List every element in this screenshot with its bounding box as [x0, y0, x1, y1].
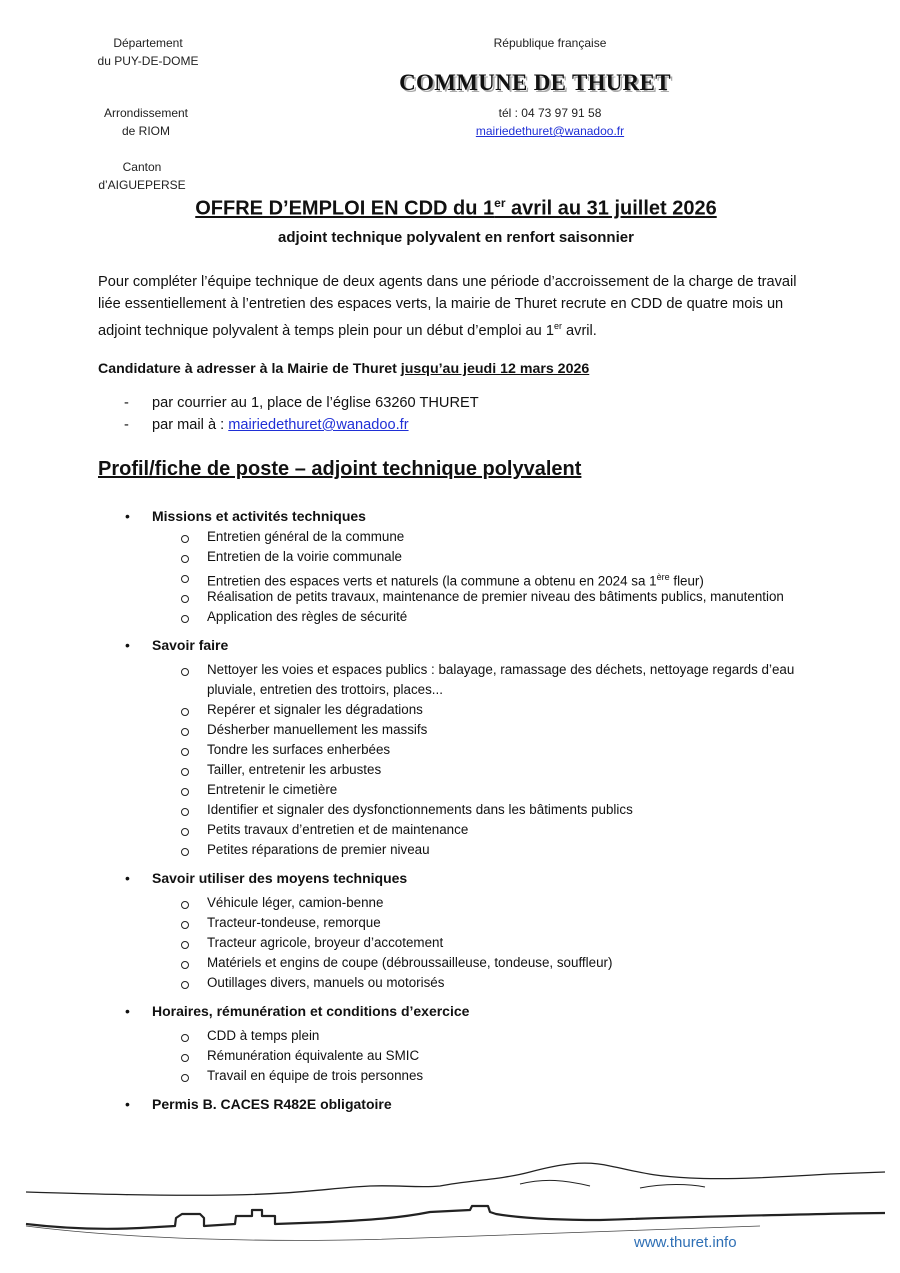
list-item: Application des règles de sécurité: [207, 609, 408, 624]
contact-mail-line: [152, 417, 409, 433]
profile-title: Profil/fiche de poste – adjoint technique polyvalent: [98, 458, 582, 480]
circle-bullet-icon: [181, 1054, 189, 1062]
list-item: Identifier et signaler des dysfonctionnements dans les bâtiments publics: [207, 802, 633, 817]
list-item: Entretenir le cimetière: [207, 782, 338, 797]
offer-title-pre: OFFRE D’EMPLOI EN CDD du 1: [195, 197, 495, 220]
circle-bullet-icon: [181, 848, 189, 856]
list-item: Désherber manuellement les massifs: [207, 722, 428, 737]
circle-bullet-icon: [181, 921, 189, 929]
department-name: du PUY-DE-DOME: [97, 54, 199, 68]
list-item: Nettoyer les voies et espaces publics : balayage, ramassage des déchets, nettoyage regards d’eau: [207, 662, 795, 677]
arrondissement-block: [88, 104, 204, 140]
circle-bullet-icon: [181, 555, 189, 563]
department-block: [88, 34, 208, 70]
offer-title-sup: er: [494, 196, 506, 210]
circle-bullet-icon: [181, 828, 189, 836]
canton-label: Canton: [122, 160, 162, 174]
circle-bullet-icon: [181, 728, 189, 736]
list-item: CDD à temps plein: [207, 1028, 320, 1043]
contact-mail-label: par mail à :: [152, 417, 229, 433]
circle-bullet-icon: [181, 961, 189, 969]
republic-label: République française: [493, 36, 607, 50]
phone-number: tél : 04 73 97 91 58: [498, 106, 602, 120]
circle-bullet-icon: [181, 901, 189, 909]
offer-title: [0, 196, 900, 221]
offer-title-post: avril au 31 juillet 2026: [505, 197, 717, 220]
circle-bullet-icon: [181, 535, 189, 543]
village-landscape-illustration: [0, 1150, 900, 1250]
list-item: Outillages divers, manuels ou motorisés: [207, 975, 445, 990]
circle-bullet-icon: [181, 615, 189, 623]
list-item: Tracteur-tondeuse, remorque: [207, 915, 381, 930]
circle-bullet-icon: [181, 788, 189, 796]
candidature-deadline: jusqu’au jeudi 12 mars 2026: [400, 361, 590, 377]
circle-bullet-icon: [181, 808, 189, 816]
intro-sup: er: [553, 321, 562, 331]
list-item: Travail en équipe de trois personnes: [207, 1068, 424, 1083]
contact-dash-2: -: [124, 417, 129, 433]
department-label: Département: [113, 36, 183, 50]
header-email-link[interactable]: mairiedethuret@wanadoo.fr: [475, 124, 625, 138]
list-item: Véhicule léger, camion-benne: [207, 895, 384, 910]
circle-bullet-icon: [181, 575, 189, 583]
offer-subtitle: adjoint technique polyvalent en renfort saisonnier: [278, 229, 634, 246]
section-missions-title: Missions et activités techniques: [152, 508, 366, 524]
list-item: Repérer et signaler les dégradations: [207, 702, 423, 717]
intro-text: Pour compléter l’équipe technique de deux agents dans une période d’accroissement de la charge de travail liée essentiellement à l’entretien des espaces verts, la mairie de Thuret recrute en CDD de quatre mois un adjoint technique polyvalent à temps plein pour un début d’emploi au 1: [98, 274, 797, 339]
list-item: Tracteur agricole, broyeur d’accotement: [207, 935, 444, 950]
arrondissement-label: Arrondissement: [103, 106, 189, 120]
list-item: Petites réparations de premier niveau: [207, 842, 430, 857]
list-item: Matériels et engins de coupe (débroussailleuse, tondeuse, souffleur): [207, 955, 613, 970]
intro-text-end: avril.: [561, 322, 597, 339]
list-item-text: Entretien des espaces verts et naturels (la commune a obtenu en 2024 sa 1: [207, 573, 657, 589]
arrondissement-name: de RIOM: [121, 124, 170, 138]
section-horaires-title: Horaires, rémunération et conditions d’exercice: [152, 1003, 470, 1019]
circle-bullet-icon: [181, 1074, 189, 1082]
circle-bullet-icon: [181, 595, 189, 603]
list-item: Entretien de la voirie communale: [207, 549, 403, 564]
circle-bullet-icon: [181, 768, 189, 776]
section-moyens-title: Savoir utiliser des moyens techniques: [152, 870, 408, 886]
list-item-text-end: fleur): [669, 573, 704, 589]
bullet-dot: •: [125, 508, 130, 524]
circle-bullet-icon: [181, 981, 189, 989]
list-item: Tailler, entretenir les arbustes: [207, 762, 382, 777]
list-item-sup: ère: [656, 572, 670, 582]
bullet-dot: •: [125, 637, 130, 653]
circle-bullet-icon: [181, 708, 189, 716]
list-item-continuation: pluviale, entretien des trottoirs, places...: [207, 682, 443, 697]
circle-bullet-icon: [181, 1034, 189, 1042]
website-link[interactable]: www.thuret.info: [634, 1234, 737, 1251]
contact-dash-1: -: [124, 395, 129, 411]
list-item: Réalisation de petits travaux, maintenance de premier niveau des bâtiments publics, manutention: [207, 589, 784, 604]
section-permis-title: Permis B. CACES R482E obligatoire: [152, 1096, 392, 1112]
bullet-dot: •: [125, 1003, 130, 1019]
circle-bullet-icon: [181, 668, 189, 676]
list-item: Rémunération équivalente au SMIC: [207, 1048, 420, 1063]
bullet-dot: •: [125, 1096, 130, 1112]
commune-title: COMMUNE DE THURET: [399, 70, 671, 95]
canton-block: [84, 158, 200, 194]
list-item: Entretien général de la commune: [207, 529, 405, 544]
candidature-text: Candidature à adresser à la Mairie de Thuret: [98, 361, 401, 377]
intro-paragraph: [98, 271, 818, 342]
list-item: Tondre les surfaces enherbées: [207, 742, 391, 757]
contact-email-link[interactable]: mairiedethuret@wanadoo.fr: [228, 417, 409, 433]
section-savoir-faire-title: Savoir faire: [152, 637, 229, 653]
circle-bullet-icon: [181, 748, 189, 756]
contact-post: par courrier au 1, place de l’église 63260 THURET: [152, 395, 479, 411]
bullet-dot: •: [125, 870, 130, 886]
canton-name: d’AIGUEPERSE: [98, 178, 186, 192]
candidature-line: [98, 361, 818, 377]
circle-bullet-icon: [181, 941, 189, 949]
list-item: Petits travaux d’entretien et de maintenance: [207, 822, 469, 837]
